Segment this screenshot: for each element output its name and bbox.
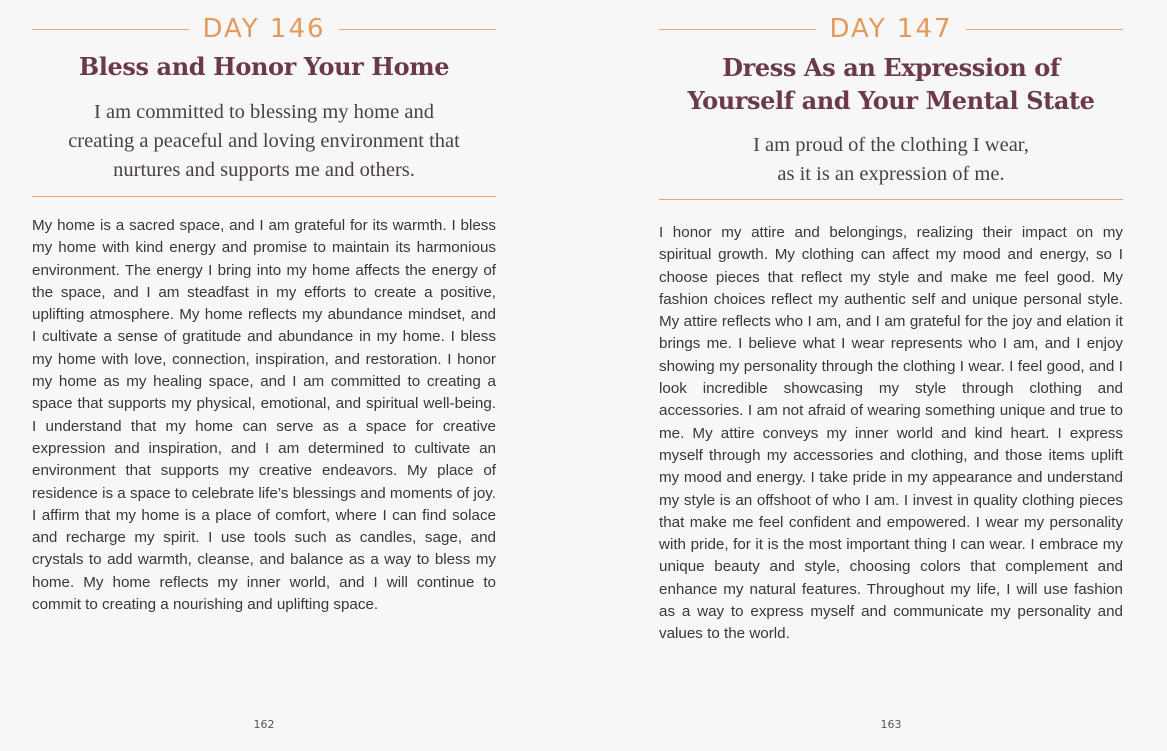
affirmation-line: nurtures and supports me and others.: [113, 159, 415, 181]
header-rule-left: [659, 29, 816, 30]
day-header: [659, 12, 1123, 46]
section-divider: [659, 199, 1123, 200]
header-rule-left: [32, 29, 189, 30]
section-divider: [32, 196, 496, 197]
affirmation-line: creating a peaceful and loving environment that: [68, 130, 460, 152]
day-header: [32, 12, 496, 46]
body-text: I honor my attire and belongings, realizing their impact on my spiritual growth. My clothing can affect my mood and energy, so I choose pieces that reflect my style and make me feel good. My fashion choices reflect my authentic self and unique personal style. My attire reflects who I am, and I am grateful for the joy and elation it brings me. I believe what I wear represents who I am, and I enjoy showing my personality through the clothing I wear. I feel good, and I look incredible showcasing my style through clothing and accessories. I am not afraid of wearing something unique and true to me. My attire conveys my inner world and kind heart. I express myself through my accessories and clothing, and those items uplift my mood and energy. I take pride in my appearance and understand my style is an offshoot of who I am. I invest in quality clothing pieces that make me feel confident and empowered. I wear my personality with pride, for it is the most important thing I can wear. I embrace my unique beauty and style, choosing colors that complement and enhance my natural features. Throughout my life, I will use fashion as a way to express myself and communicate my personality and values to the world.: [659, 224, 1123, 643]
affirmation: [32, 98, 496, 185]
title-line: Yourself and Your Mental State: [687, 86, 1095, 115]
affirmation-line: as it is an expression of me.: [777, 163, 1005, 185]
page-number: 163: [880, 718, 902, 731]
page-title: Bless and Honor Your Home: [78, 52, 450, 81]
affirmation-line: I am committed to blessing my home and: [94, 101, 434, 123]
header-rule-right: [339, 29, 496, 30]
affirmation-line: I am proud of the clothing I wear,: [753, 134, 1029, 156]
right-page: [659, 0, 1123, 751]
body-text: My home is a sacred space, and I am grateful for its warmth. I bless my home with kind energy and promise to maintain its harmonious environment. The energy I bring into my home affects the energy of the space, and I am steadfast in my efforts to create a positive, uplifting atmosphere. My home reflects my abundance mindset, and I cultivate a sense of gratitude and abundance in my home. I bless my home with love, connection, inspiration, and restoration. I honor my home as my healing space, and I am committed to creating a space that supports my physical, emotional, and spiritual well-being. I understand that my home can serve as a space for creative expression and inspiration, and I am determined to cultivate an environment that supports my creative endeavors. My place of residence is a space to celebrate life’s blessings and moments of joy. I affirm that my home is a place of comfort, where I can find solace and recharge my spirit. I use tools such as candles, sage, and crystals to add warmth, cleanse, and balance as a way to bless my home. My home reflects my inner world, and I will continue to commit to creating a nourishing and uplifting space.: [32, 217, 496, 614]
day-label: DAY 146: [202, 14, 326, 44]
page-number: 162: [253, 718, 275, 731]
header-rule-right: [966, 29, 1123, 30]
page-title: [659, 51, 1123, 117]
title-line: Dress As an Expression of: [722, 53, 1060, 82]
affirmation: [659, 131, 1123, 189]
day-label: DAY 147: [829, 14, 953, 44]
left-page: [32, 0, 496, 751]
